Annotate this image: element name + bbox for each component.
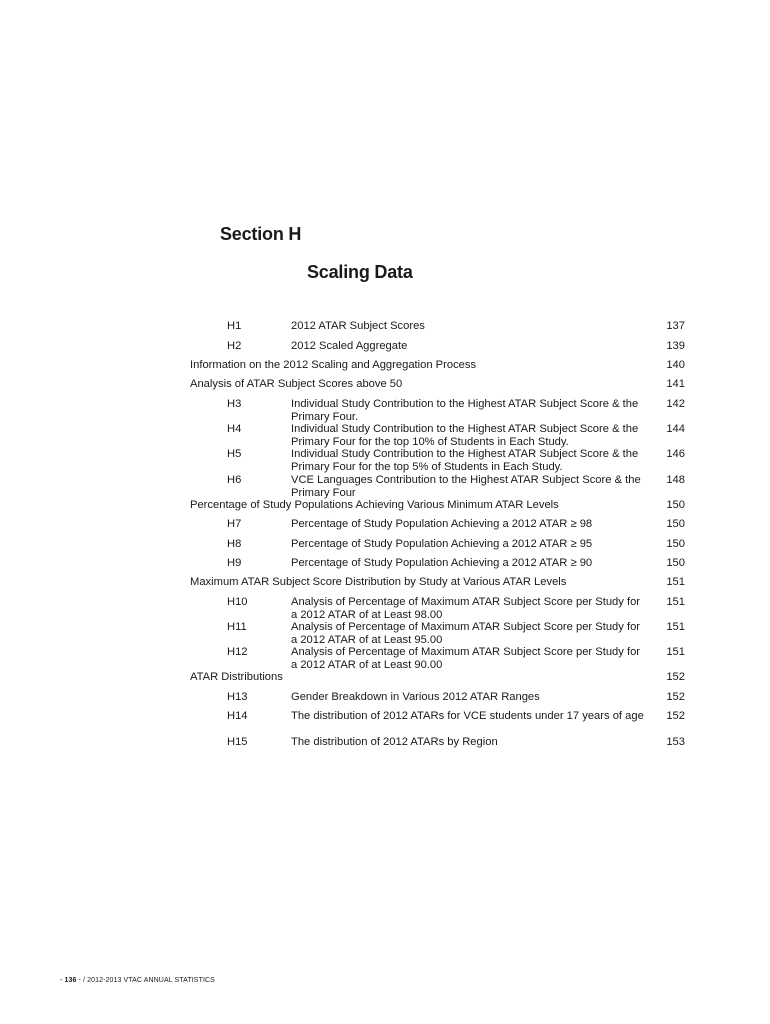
toc-page-number: 150: [666, 557, 685, 569]
toc-code: H7: [227, 518, 242, 530]
toc-page-number: 152: [666, 671, 685, 683]
toc-page-number: 140: [666, 359, 685, 371]
toc-code: H11: [227, 621, 247, 633]
toc-page-number: 139: [666, 340, 685, 352]
toc-page-number: 151: [666, 646, 685, 658]
toc-heading: Information on the 2012 Scaling and Aggregation Process: [190, 359, 477, 371]
footer-page-number: 136: [64, 977, 77, 984]
toc-code: H4: [227, 423, 242, 435]
footer-separator: - /: [78, 977, 86, 984]
toc-title: Percentage of Study Population Achieving a 2012 ATAR ≥ 98: [291, 518, 593, 530]
toc-page-number: 144: [666, 423, 685, 435]
toc-code: H12: [227, 646, 248, 658]
footer-publication: 2012-2013 VTAC ANNUAL STATISTICS: [87, 977, 215, 984]
toc-code: H8: [227, 538, 242, 550]
toc-page-number: 152: [666, 691, 685, 703]
toc-code: H5: [227, 448, 242, 460]
toc-page-number: 152: [666, 710, 685, 722]
toc-title: The distribution of 2012 ATARs for VCE students under 17 years of age: [291, 710, 644, 722]
toc-page-number: 141: [666, 378, 685, 390]
toc-title: Individual Study Contribution to the Highest ATAR Subject Score & the Primary Four for the top 5% of Students in Each Study.: [291, 448, 639, 473]
toc-page-number: 150: [666, 538, 685, 550]
toc-code: H1: [227, 320, 242, 332]
toc-title: Analysis of Percentage of Maximum ATAR Subject Score per Study for a 2012 ATAR of at Least 95.00: [291, 621, 641, 646]
toc-page-number: 151: [666, 576, 685, 588]
toc-page-number: 142: [666, 398, 685, 410]
toc-heading: Maximum ATAR Subject Score Distribution by Study at Various ATAR Levels: [190, 576, 567, 588]
page-footer: [60, 977, 215, 984]
toc-title: Individual Study Contribution to the Highest ATAR Subject Score & the Primary Four.: [291, 398, 639, 423]
section-title: Section H: [220, 224, 302, 244]
toc-code: H14: [227, 710, 248, 722]
footer-prefix: -: [60, 977, 63, 984]
toc-code: H2: [227, 340, 242, 352]
toc-page-number: 151: [666, 596, 685, 608]
toc-code: H3: [227, 398, 242, 410]
toc-title: Gender Breakdown in Various 2012 ATAR Ranges: [291, 691, 540, 703]
toc-title: 2012 Scaled Aggregate: [291, 340, 408, 352]
toc-code: H13: [227, 691, 248, 703]
toc-heading: ATAR Distributions: [190, 671, 283, 683]
toc-page-number: 137: [666, 320, 685, 332]
toc-code: H15: [227, 736, 248, 748]
toc-page-number: 153: [666, 736, 685, 748]
toc-title: Individual Study Contribution to the Highest ATAR Subject Score & the Primary Four for the top 10% of Students in Each Study.: [291, 423, 639, 448]
toc-heading: Percentage of Study Populations Achieving Various Minimum ATAR Levels: [190, 499, 559, 511]
toc-title: The distribution of 2012 ATARs by Region: [291, 736, 498, 748]
toc-page-number: 146: [666, 448, 685, 460]
toc-title: VCE Languages Contribution to the Highest ATAR Subject Score & the Primary Four: [291, 474, 641, 499]
toc-title: Analysis of Percentage of Maximum ATAR Subject Score per Study for a 2012 ATAR of at Least 98.00: [291, 596, 641, 621]
toc-page-number: 151: [666, 621, 685, 633]
page-subtitle: Scaling Data: [307, 262, 413, 282]
toc-code: H6: [227, 474, 242, 486]
toc-title: Percentage of Study Population Achieving a 2012 ATAR ≥ 95: [291, 538, 593, 550]
toc-heading: Analysis of ATAR Subject Scores above 50: [190, 378, 403, 390]
toc-title: Percentage of Study Population Achieving a 2012 ATAR ≥ 90: [291, 557, 593, 569]
toc-code: H9: [227, 557, 242, 569]
toc-page-number: 148: [666, 474, 685, 486]
toc-title: Analysis of Percentage of Maximum ATAR Subject Score per Study for a 2012 ATAR of at Least 90.00: [291, 646, 641, 671]
toc-page-number: 150: [666, 499, 685, 511]
toc-page-number: 150: [666, 518, 685, 530]
toc-code: H10: [227, 596, 248, 608]
toc-title: 2012 ATAR Subject Scores: [291, 320, 425, 332]
